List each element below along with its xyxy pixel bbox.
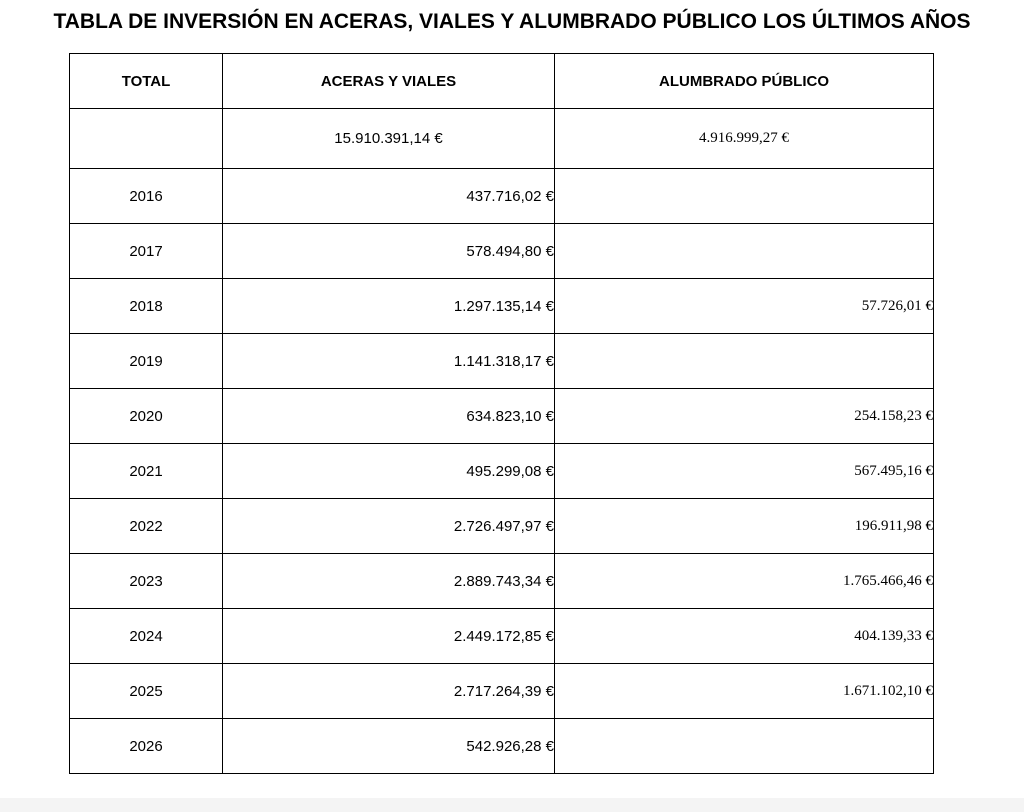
table-row (70, 499, 934, 554)
header-alumbrado-publico: ALUMBRADO PÚBLICO (555, 54, 934, 109)
aceras-viales-cell: 578.494,80 € (223, 224, 555, 279)
year-cell: 2026 (70, 719, 223, 774)
alumbrado-cell (555, 169, 934, 224)
year-cell: 2024 (70, 609, 223, 664)
year-cell: 2022 (70, 499, 223, 554)
aceras-viales-cell: 2.726.497,97 € (223, 499, 555, 554)
table-row (70, 169, 934, 224)
table-row (70, 224, 934, 279)
aceras-viales-cell: 2.717.264,39 € (223, 664, 555, 719)
year-cell: 2023 (70, 554, 223, 609)
year-cell: 2018 (70, 279, 223, 334)
year-cell: 2016 (70, 169, 223, 224)
alumbrado-cell: 567.495,16 € (555, 444, 934, 499)
alumbrado-cell: 1.765.466,46 € (555, 554, 934, 609)
alumbrado-cell: 404.139,33 € (555, 609, 934, 664)
header-total: TOTAL (70, 54, 223, 109)
aceras-viales-cell: 437.716,02 € (223, 169, 555, 224)
aceras-viales-cell: 495.299,08 € (223, 444, 555, 499)
aceras-viales-cell: 2.449.172,85 € (223, 609, 555, 664)
page-bottom-margin (0, 798, 1024, 812)
totals-row (70, 109, 934, 169)
aceras-viales-cell: 1.141.318,17 € (223, 334, 555, 389)
table-row (70, 389, 934, 444)
table-row (70, 719, 934, 774)
aceras-viales-cell: 2.889.743,34 € (223, 554, 555, 609)
alumbrado-cell: 196.911,98 € (555, 499, 934, 554)
table-header-row (70, 54, 934, 109)
alumbrado-cell: 57.726,01 € (555, 279, 934, 334)
table-row (70, 279, 934, 334)
alumbrado-cell: 254.158,23 € (555, 389, 934, 444)
total-aceras-viales: 15.910.391,14 € (223, 109, 555, 169)
aceras-viales-cell: 1.297.135,14 € (223, 279, 555, 334)
aceras-viales-cell: 634.823,10 € (223, 389, 555, 444)
year-cell: 2021 (70, 444, 223, 499)
year-cell: 2025 (70, 664, 223, 719)
document-title: TABLA DE INVERSIÓN EN ACERAS, VIALES Y ALUMBRADO PÚBLICO LOS ÚLTIMOS AÑOS (53, 10, 971, 33)
total-alumbrado: 4.916.999,27 € (555, 109, 934, 169)
alumbrado-cell (555, 224, 934, 279)
year-cell: 2019 (70, 334, 223, 389)
table-row (70, 554, 934, 609)
table-row (70, 444, 934, 499)
table-row (70, 334, 934, 389)
alumbrado-cell (555, 334, 934, 389)
investment-table (69, 53, 934, 774)
table-row (70, 664, 934, 719)
year-cell: 2017 (70, 224, 223, 279)
year-cell: 2020 (70, 389, 223, 444)
alumbrado-cell: 1.671.102,10 € (555, 664, 934, 719)
header-aceras-viales: ACERAS Y VIALES (223, 54, 555, 109)
alumbrado-cell (555, 719, 934, 774)
totals-label-cell (70, 109, 223, 169)
table-row (70, 609, 934, 664)
aceras-viales-cell: 542.926,28 € (223, 719, 555, 774)
